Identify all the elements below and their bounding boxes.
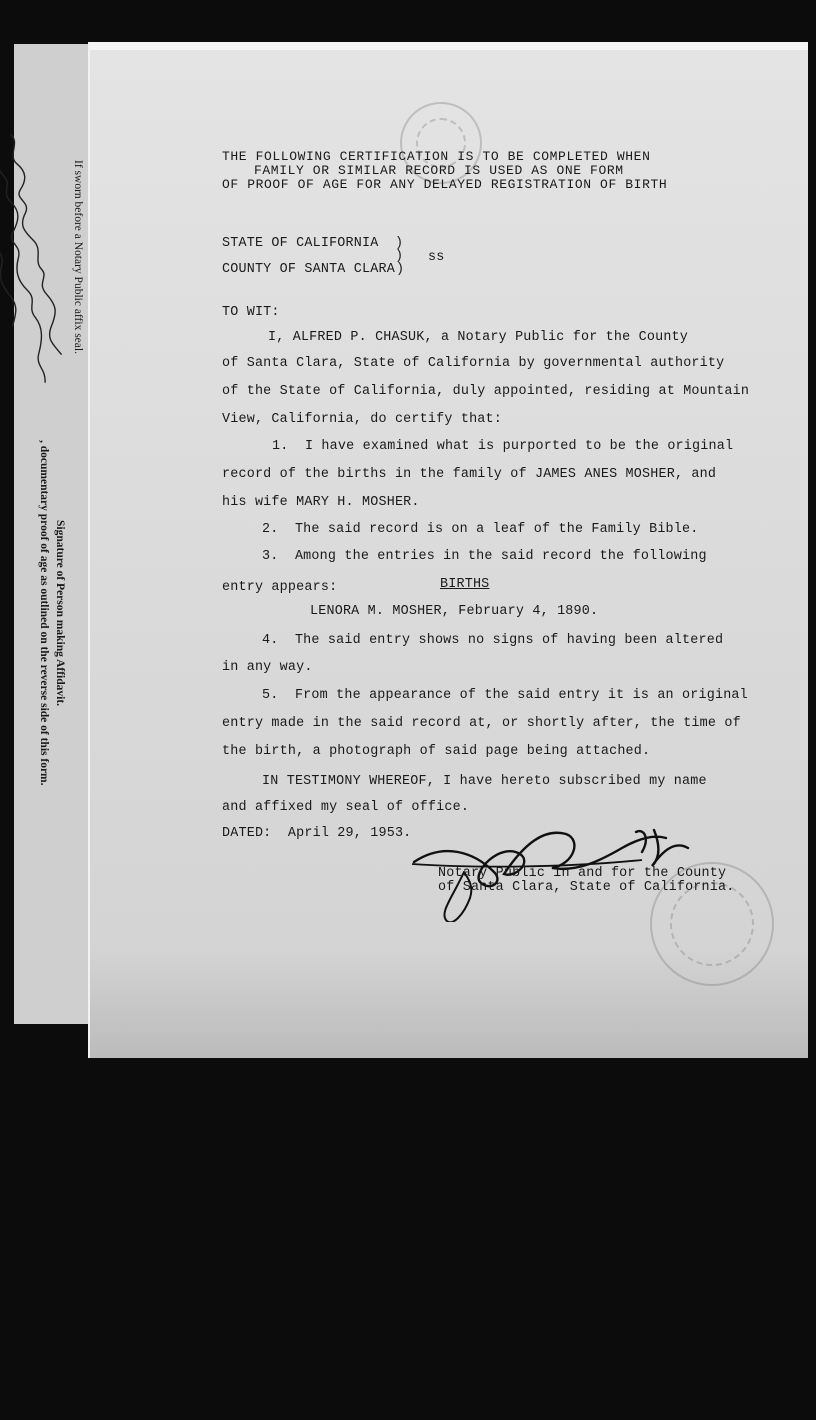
item-4-line-1: 4. The said entry shows no signs of having been altered (262, 633, 724, 648)
notary-title-line-1: Notary Public in and for the County (438, 866, 727, 881)
certification-heading-line-1: THE FOLLOWING CERTIFICATION IS TO BE COMPLETED WHEN (222, 149, 651, 164)
dated-line: DATED: April 29, 1953. (222, 826, 412, 841)
item-1-line-3: his wife MARY H. MOSHER. (222, 495, 420, 510)
sheet-top-edge (90, 42, 808, 50)
venue-paren-mid: ) (395, 249, 404, 264)
item-1-line-2: record of the births in the family of JAMES ANES MOSHER, and (222, 467, 717, 482)
births-heading: BIRTHS (440, 577, 490, 592)
notary-seal-instruction: If sworn before a Notary Public affix seal. (72, 160, 84, 354)
venue-county: COUNTY OF SANTA CLARA (222, 262, 395, 277)
venue-paren-bottom: ) (396, 262, 405, 277)
item-4-line-2: in any way. (222, 660, 313, 675)
testimony-line-1: IN TESTIMONY WHEREOF, I have hereto subscribed my name (262, 774, 707, 789)
item-3: 3. Among the entries in the said record the following (262, 549, 707, 564)
signature-caption: Signature of Person making Affidavit. (54, 520, 66, 707)
proof-of-age-note: , documentary proof of age as outlined on the reverse side of this form. (38, 440, 50, 786)
item-5-line-1: 5. From the appearance of the said entry it is an original (262, 688, 748, 703)
notary-title-line-2: of Santa Clara, State of California. (438, 880, 735, 895)
birth-entry: LENORA M. MOSHER, February 4, 1890. (310, 604, 599, 619)
item-5-line-2: entry made in the said record at, or shortly after, the time of (222, 716, 741, 731)
intro-line-3: of the State of California, duly appointed, residing at Mountain (222, 384, 750, 399)
venue-state: STATE OF CALIFORNIA (222, 236, 379, 251)
venue-ss: ss (428, 250, 445, 265)
certification-heading-line-2: FAMILY OR SIMILAR RECORD IS USED AS ONE FORM (254, 163, 624, 178)
to-wit-label: TO WIT: (222, 305, 280, 320)
item-1-line-1: 1. I have examined what is purported to be the original (272, 439, 734, 454)
intro-line-2: of Santa Clara, State of California by governmental authority (222, 356, 725, 371)
item-2: 2. The said record is on a leaf of the Family Bible. (262, 522, 699, 537)
certification-heading-line-3: OF PROOF OF AGE FOR ANY DELAYED REGISTRATION OF BIRTH (222, 177, 668, 192)
intro-line-1: I, ALFRED P. CHASUK, a Notary Public for the County (268, 330, 689, 345)
item-5-line-3: the birth, a photograph of said page being attached. (222, 744, 651, 759)
venue-paren-top: ) (395, 236, 404, 251)
testimony-line-2: and affixed my seal of office. (222, 800, 470, 815)
sheet-bottom-shadow (90, 948, 808, 1058)
entry-appears-label: entry appears: (222, 580, 338, 595)
intro-line-4: View, California, do certify that: (222, 412, 503, 427)
